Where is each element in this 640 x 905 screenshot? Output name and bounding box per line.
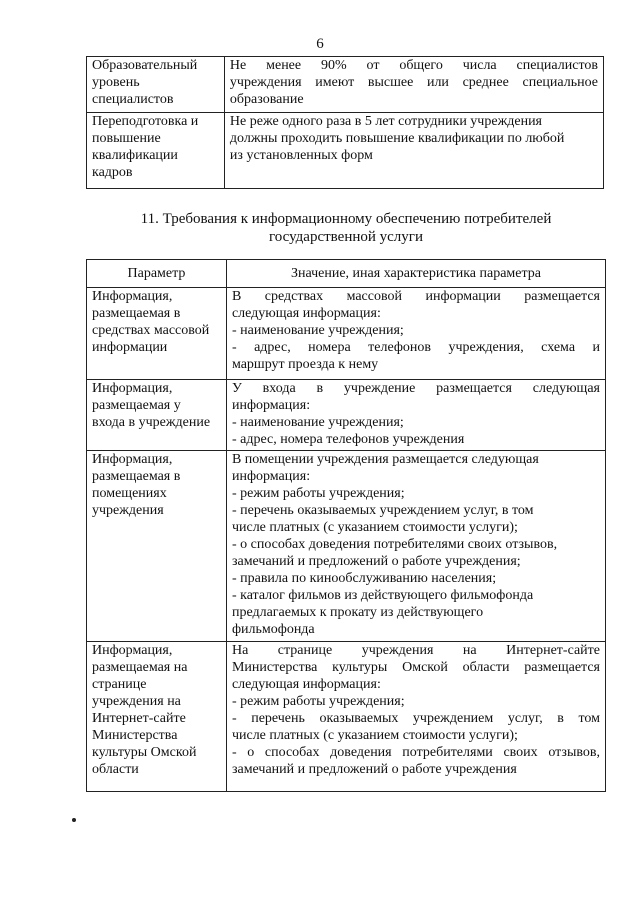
cell-line: следующая информация: <box>231 306 381 321</box>
cell-line: входа в учреждение <box>92 415 211 430</box>
cell-line: специалистов <box>92 92 174 107</box>
cell-line: учреждения на <box>92 694 181 709</box>
cell-line: должны проходить повышение квалификации по любой <box>229 131 565 146</box>
table-header-row <box>87 260 606 288</box>
cell-line: У входа в учреждение размещается следующая <box>231 381 600 396</box>
page-number: 6 <box>316 36 324 52</box>
cell-line: средствах массовой <box>92 323 210 338</box>
cell-line: замечаний и предложений о работе учреждения <box>231 762 517 777</box>
cell-line: фильмофонда <box>231 622 315 637</box>
table-row <box>87 288 606 380</box>
cell-line: квалификации <box>92 148 178 163</box>
value-cell <box>224 57 603 113</box>
cell-line: - правила по кинообслуживанию населения; <box>231 571 497 586</box>
cell-line: информация: <box>231 398 311 413</box>
value-cell <box>226 288 605 380</box>
cell-line: В помещении учреждения размещается следующая <box>231 452 539 467</box>
header-value: Значение, иная характеристика параметра <box>226 260 605 288</box>
information-requirements-table <box>86 259 606 792</box>
table-row <box>87 642 606 792</box>
cell-line: Информация, <box>92 289 173 304</box>
cell-line: - режим работы учреждения; <box>231 486 405 501</box>
section-title-line: 11. Требования к информационному обеспечению потребителей <box>140 211 552 227</box>
cell-line: информация: <box>231 469 311 484</box>
cell-line: - наименование учреждения; <box>231 415 404 430</box>
cell-line: странице <box>92 677 147 692</box>
cell-line: следующая информация: <box>231 677 381 692</box>
cell-line: маршрут проезда к нему <box>231 357 379 372</box>
cell-line: Интернет-сайте <box>92 711 186 726</box>
cell-line: образование <box>229 92 304 107</box>
cell-line: повышение <box>92 131 161 146</box>
cell-line: В средствах массовой информации размещается <box>231 289 600 304</box>
cell-line: из установленных форм <box>229 148 373 163</box>
cell-line: учреждения <box>92 503 164 518</box>
table-row <box>87 113 604 189</box>
table-row <box>87 451 606 642</box>
cell-line: Информация, <box>92 452 173 467</box>
cell-line: Не менее 90% от общего числа специалистов <box>229 58 598 73</box>
param-cell <box>87 288 227 380</box>
cell-line: размещаемая на <box>92 660 188 675</box>
cell-line: размещаемая у <box>92 398 181 413</box>
cell-line: Переподготовка и <box>92 114 199 129</box>
table-row <box>87 380 606 451</box>
value-cell <box>224 113 603 189</box>
cell-line: Министерства культуры Омской области размещается <box>231 660 600 675</box>
cell-line: области <box>92 762 139 777</box>
table-row <box>87 57 604 113</box>
param-cell <box>87 380 227 451</box>
value-cell <box>226 642 605 792</box>
value-cell <box>226 451 605 642</box>
header-param: Параметр <box>87 260 227 288</box>
cell-line: числе платных (с указанием стоимости услуги); <box>231 728 518 743</box>
staff-requirements-table <box>86 56 604 189</box>
cell-line: На странице учреждения на Интернет-сайте <box>231 643 600 658</box>
cell-line: - перечень оказываемых учреждением услуг, в том <box>231 711 600 726</box>
cell-line: уровень <box>92 75 140 90</box>
section-title-line: государственной услуги <box>269 229 423 245</box>
cell-line: учреждения имеют высшее или среднее специальное <box>229 75 598 90</box>
cell-line: замечаний и предложений о работе учреждения; <box>231 554 521 569</box>
cell-line: - о способах доведения потребителями своих отзывов, <box>231 537 558 552</box>
cell-line: размещаемая в <box>92 306 181 321</box>
cell-line: помещениях <box>92 486 167 501</box>
cell-line: предлагаемых к прокату из действующего <box>231 605 484 620</box>
cell-line: информации <box>92 340 168 355</box>
cell-line: - перечень оказываемых учреждением услуг, в том <box>231 503 534 518</box>
cell-line: Не реже одного раза в 5 лет сотрудники учреждения <box>229 114 542 129</box>
param-cell <box>87 642 227 792</box>
cell-line: Министерства <box>92 728 178 743</box>
stray-mark <box>72 818 76 822</box>
cell-line: - о способах доведения потребителями своих отзывов, <box>231 745 600 760</box>
cell-line: - каталог фильмов из действующего фильмофонда <box>231 588 534 603</box>
cell-line: Информация, <box>92 381 173 396</box>
cell-line: - наименование учреждения; <box>231 323 404 338</box>
param-cell <box>87 57 225 113</box>
cell-line: - режим работы учреждения; <box>231 694 405 709</box>
cell-line: Информация, <box>92 643 173 658</box>
param-cell <box>87 451 227 642</box>
value-cell <box>226 380 605 451</box>
cell-line: кадров <box>92 165 133 180</box>
section-title <box>86 210 606 246</box>
cell-line: Образовательный <box>92 58 198 73</box>
cell-line: - адрес, номера телефонов учреждения, схема и <box>231 340 600 355</box>
cell-line: культуры Омской <box>92 745 197 760</box>
cell-line: - адрес, номера телефонов учреждения <box>231 432 465 447</box>
param-cell <box>87 113 225 189</box>
cell-line: размещаемая в <box>92 469 181 484</box>
cell-line: числе платных (с указанием стоимости услуги); <box>231 520 518 535</box>
